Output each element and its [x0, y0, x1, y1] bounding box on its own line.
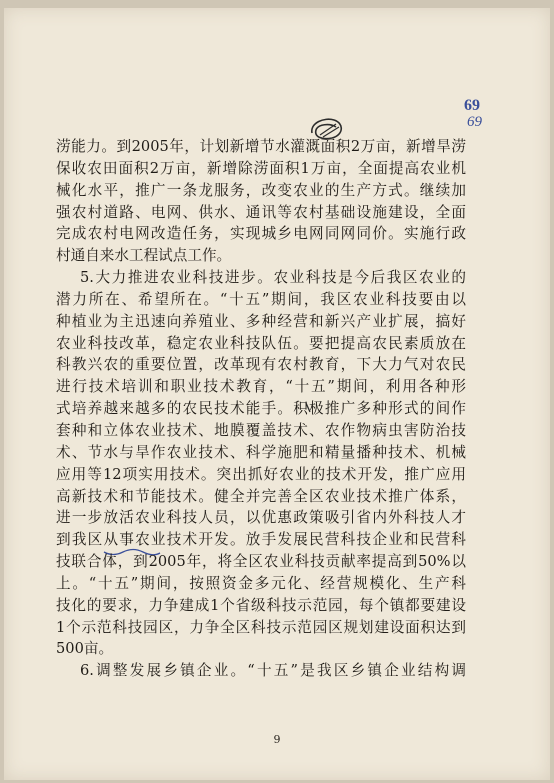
text-line: 技联合体，到2005年，将全区农业科技贡献率提高到50%以 [56, 553, 466, 571]
text-line: 村通自来水工程试点工作。 [56, 247, 232, 265]
page-number: 9 [273, 733, 281, 746]
text-line: 潜力所在、希望所在。“十五”期间，我区农业科技要由以 [56, 290, 466, 308]
text-line: 应用等12项实用技术。突出抓好农业的技术开发，推广应用 [56, 465, 466, 483]
document-body [56, 136, 466, 682]
folio-number: 69 [464, 97, 480, 114]
text-line: 套种和立体农业技术、地膜覆盖技术、农作物病虫害防治技 [56, 421, 466, 439]
text-line: 到我区从事农业技术开发。放手发展民营科技企业和民营科 [56, 531, 466, 549]
text-line: 进一步放活农业科技人员，以优惠政策吸引省内外科技人才 [56, 509, 466, 527]
text-line: 保收农田面积2万亩，新增除涝面积1万亩，全面提高农业机 [56, 159, 466, 177]
text-line: 完成农村电网改造任务，实现城乡电网同网同价。实施行政 [56, 225, 466, 243]
text-line: 农业科技改革，稳定农业科技队伍。要把提高农民素质放在 [56, 334, 466, 352]
text-line: 术、节水与旱作农业技术、科学施肥和精量播种技术、机械 [56, 443, 466, 461]
section-heading-line: 5.大力推进农业科技进步。农业科技是今后我区农业的 [80, 269, 466, 287]
text-line: 科教兴农的重要位置，改革现有农村教育，下大力气对农民 [56, 356, 466, 374]
text-line: 种植业为主迅速向养殖业、多种经营和新兴产业扩展，搞好 [56, 312, 466, 330]
document-page [4, 8, 550, 780]
section-heading-line: 6.调整发展乡镇企业。“十五”是我区乡镇企业结构调 [80, 662, 466, 680]
text-line: 上。“十五”期间，按照资金多元化、经营规模化、生产科 [56, 574, 466, 592]
text-line: 械化水平，推广一条龙服务，改变农业的生产方式。继续加 [56, 181, 466, 199]
text-line: 500亩。 [56, 640, 114, 658]
text-line: 高新技术和节能技术。健全并完善全区农业技术推广体系， [56, 487, 466, 505]
text-line: 技化的要求，力争建成1个省级科技示范园，每个镇都要建设 [56, 596, 466, 614]
text-line: 1个示范科技园区，力争全区科技示范园区规划建设面积达到 [56, 618, 466, 636]
text-line: 式培养越来越多的农民技术能手。积极推广多种形式的间作 [56, 400, 466, 418]
folio-handwritten: 69 [467, 114, 482, 130]
text-line: 涝能力。到2005年，计划新增节水灌溉面积2万亩，新增旱涝 [56, 138, 466, 155]
text-line: 强农村道路、电网、供水、通讯等农村基础设施建设，全面 [56, 203, 466, 221]
text-line: 进行技术培训和职业技术教育，“十五”期间，利用各种形 [56, 378, 466, 396]
